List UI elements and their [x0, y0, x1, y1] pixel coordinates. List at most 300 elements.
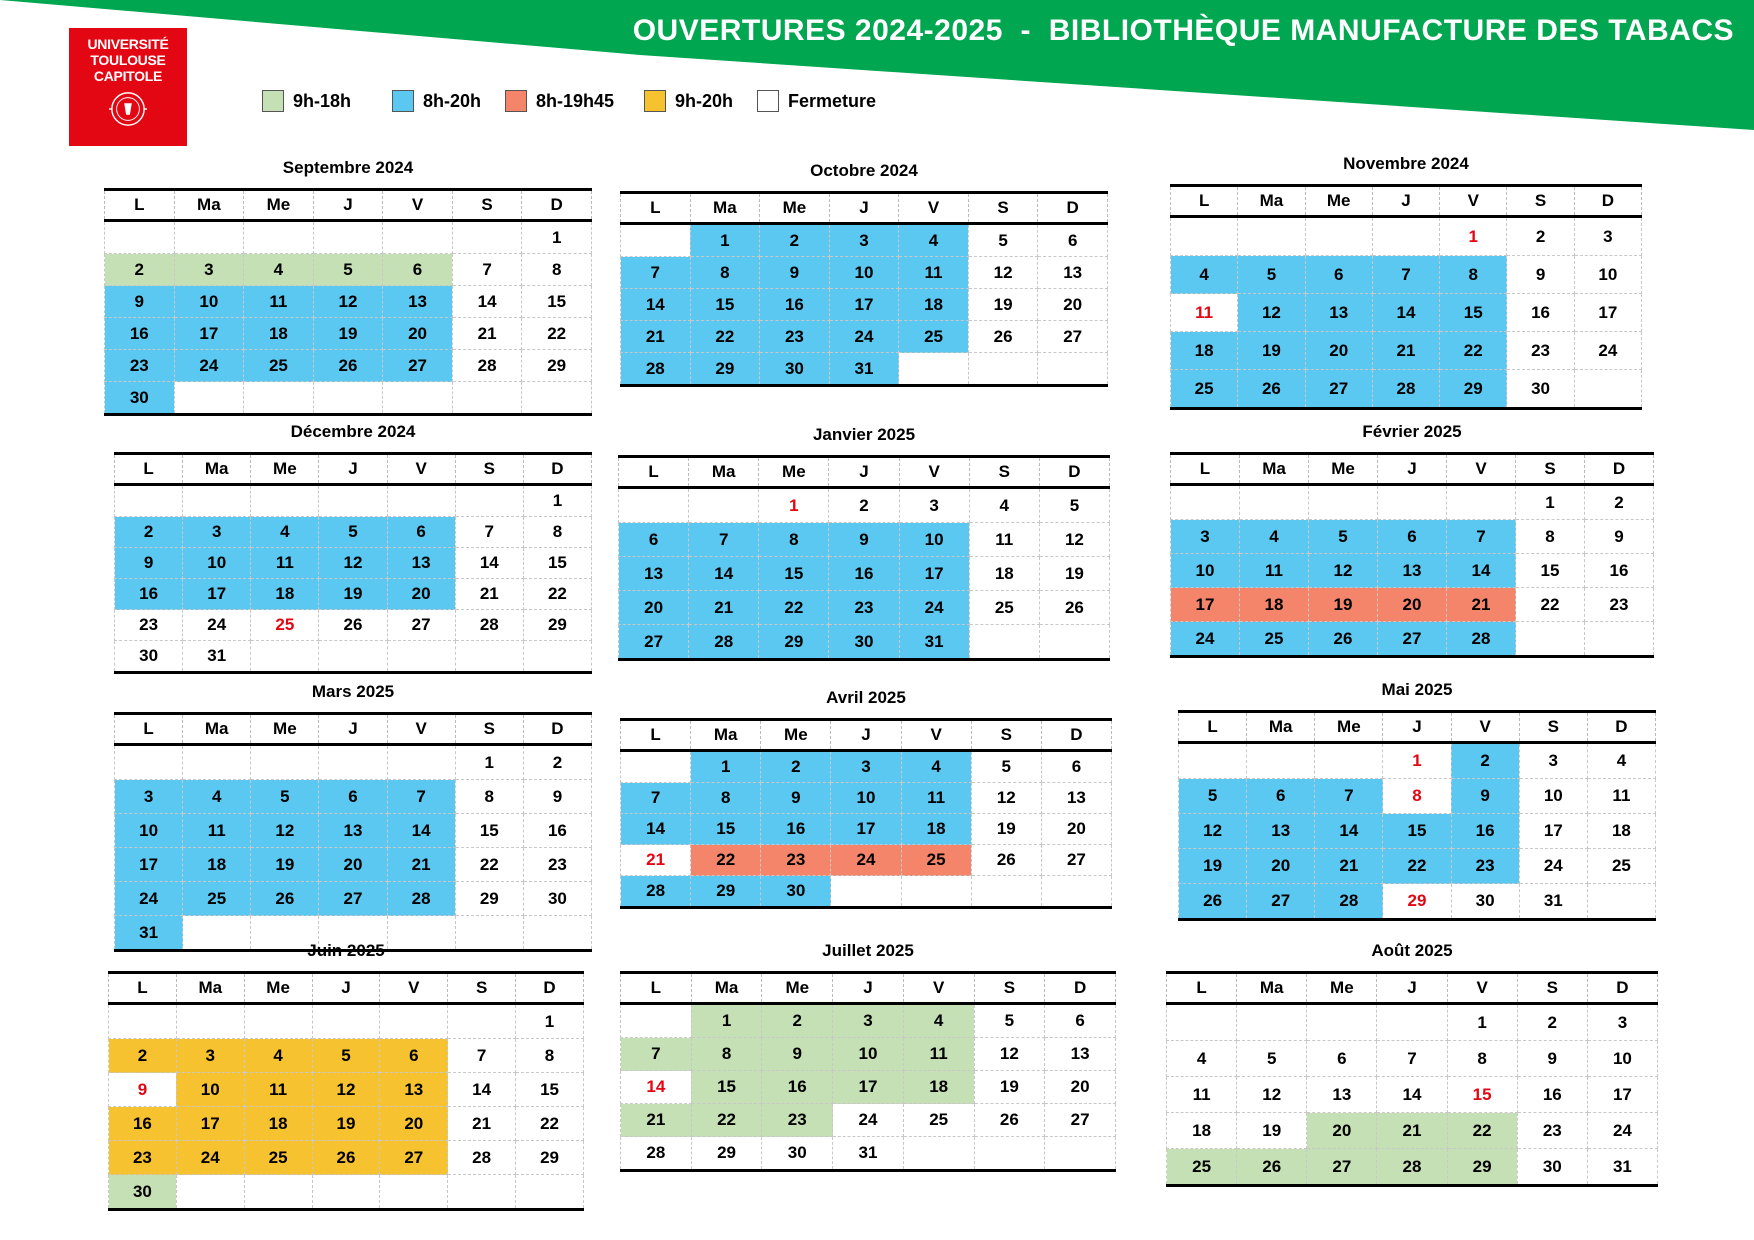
day-cell: 12: [971, 783, 1041, 814]
day-cell: 2: [109, 1039, 177, 1073]
day-cell: 14: [1447, 554, 1516, 588]
day-cell: 13: [1045, 1038, 1116, 1071]
day-cell: 19: [1237, 1113, 1307, 1149]
day-cell: 6: [1045, 1004, 1116, 1038]
week-row: [115, 610, 592, 641]
day-cell: 19: [974, 1071, 1045, 1104]
day-cell: 25: [244, 1141, 312, 1175]
day-cell: 12: [1179, 814, 1247, 849]
day-cell: 6: [319, 780, 387, 814]
day-cell: 6: [383, 254, 453, 286]
day-cell: 22: [455, 848, 523, 882]
empty-cell: [1574, 370, 1641, 409]
day-cell: 21: [621, 1104, 692, 1137]
legend-item-blue: [392, 90, 481, 112]
day-cell: 20: [383, 318, 453, 350]
weekday-header: J: [1383, 712, 1451, 743]
day-cell: 31: [183, 641, 251, 673]
day-cell: 24: [183, 610, 251, 641]
day-cell: 7: [621, 783, 691, 814]
weekday-header: S: [448, 973, 516, 1004]
empty-cell: [619, 488, 689, 523]
day-cell: 4: [1167, 1041, 1237, 1077]
weekday-header: V: [899, 457, 969, 488]
day-cell: 27: [387, 610, 455, 641]
day-cell: 5: [1237, 1041, 1307, 1077]
day-cell: 7: [387, 780, 455, 814]
day-cell: 4: [903, 1004, 974, 1038]
university-logo: [69, 28, 187, 146]
day-cell: 4: [183, 780, 251, 814]
empty-cell: [319, 641, 387, 673]
day-cell: 30: [761, 876, 831, 908]
empty-cell: [448, 1004, 516, 1039]
day-cell: 4: [1587, 743, 1655, 779]
weekday-header: S: [968, 193, 1038, 224]
day-cell: 23: [762, 1104, 833, 1137]
weekday-header: J: [829, 457, 899, 488]
weekday-header: L: [1179, 712, 1247, 743]
day-cell: 8: [455, 780, 523, 814]
weekday-header: J: [312, 973, 380, 1004]
week-row: [619, 591, 1110, 625]
day-cell: 4: [899, 224, 969, 257]
day-cell: 12: [251, 814, 319, 848]
month-title: Décembre 2024: [290, 422, 416, 441]
day-cell: 8: [516, 1039, 584, 1073]
day-cell: 8: [1516, 520, 1585, 554]
day-cell: 12: [1039, 523, 1109, 557]
day-cell: 25: [183, 882, 251, 916]
weekday-header: J: [313, 190, 383, 221]
empty-cell: [244, 221, 314, 254]
weekday-header-row: [621, 973, 1116, 1004]
day-cell: 18: [244, 1107, 312, 1141]
day-cell: 31: [829, 353, 899, 386]
day-cell: 18: [251, 579, 319, 610]
empty-cell: [1516, 622, 1585, 657]
weekday-header: Ma: [1237, 973, 1307, 1004]
month-title: Juin 2025: [307, 941, 385, 960]
day-cell: 3: [899, 488, 969, 523]
day-cell: 2: [761, 751, 831, 783]
day-cell: 11: [244, 1073, 312, 1107]
day-cell: 18: [1167, 1113, 1237, 1149]
day-cell: 17: [1519, 814, 1587, 849]
day-cell: 27: [1305, 370, 1372, 409]
empty-cell: [1045, 1137, 1116, 1171]
day-cell: 19: [319, 579, 387, 610]
empty-cell: [176, 1175, 244, 1210]
day-cell: 12: [312, 1073, 380, 1107]
day-cell: 9: [760, 257, 830, 289]
empty-cell: [244, 1175, 312, 1210]
day-cell: 20: [319, 848, 387, 882]
day-cell: 21: [621, 845, 691, 876]
empty-cell: [312, 1004, 380, 1039]
day-cell: 7: [455, 517, 523, 548]
day-cell: 6: [1247, 779, 1315, 814]
week-row: [1171, 217, 1642, 256]
day-cell: 4: [244, 1039, 312, 1073]
day-cell: 13: [387, 548, 455, 579]
day-cell: 27: [380, 1141, 448, 1175]
day-cell: 14: [387, 814, 455, 848]
legend-label: 8h-20h: [423, 90, 482, 111]
empty-cell: [1315, 743, 1383, 779]
day-cell: 1: [523, 485, 591, 517]
day-cell: 14: [689, 557, 759, 591]
day-cell: 9: [109, 1073, 177, 1107]
day-cell: 22: [516, 1107, 584, 1141]
day-cell: 16: [829, 557, 899, 591]
day-cell: 21: [452, 318, 522, 350]
day-cell: 25: [1167, 1149, 1237, 1186]
day-cell: 30: [115, 641, 183, 673]
weekday-header: D: [1587, 973, 1657, 1004]
day-cell: 27: [319, 882, 387, 916]
weekday-header: Ma: [689, 457, 759, 488]
day-cell: 26: [1309, 622, 1378, 657]
day-cell: 18: [183, 848, 251, 882]
day-cell: 21: [1372, 332, 1439, 370]
day-cell: 26: [251, 882, 319, 916]
day-cell: 28: [387, 882, 455, 916]
weekday-header: S: [452, 190, 522, 221]
empty-cell: [176, 1004, 244, 1039]
empty-cell: [452, 221, 522, 254]
day-cell: 12: [1237, 1077, 1307, 1113]
day-cell: 8: [1383, 779, 1451, 814]
day-cell: 10: [174, 286, 244, 318]
day-cell: 15: [1516, 554, 1585, 588]
day-cell: 6: [1041, 751, 1111, 783]
empty-cell: [1309, 485, 1378, 520]
day-cell: 23: [1451, 849, 1519, 884]
day-cell: 14: [448, 1073, 516, 1107]
weekday-header-row: [621, 720, 1112, 751]
day-cell: 24: [115, 882, 183, 916]
weekday-header: D: [523, 454, 591, 485]
day-cell: 19: [1309, 588, 1378, 622]
day-cell: 6: [1305, 256, 1372, 294]
weekday-header: Ma: [183, 454, 251, 485]
week-row: [619, 488, 1110, 523]
day-cell: 7: [1447, 520, 1516, 554]
day-cell: 2: [115, 517, 183, 548]
day-cell: 8: [1440, 256, 1507, 294]
week-row: [115, 848, 592, 882]
day-cell: 18: [1171, 332, 1238, 370]
day-cell: 15: [1440, 294, 1507, 332]
week-row: [619, 625, 1110, 660]
day-cell: 29: [759, 625, 829, 660]
day-cell: 13: [383, 286, 453, 318]
day-cell: 24: [1574, 332, 1641, 370]
empty-cell: [1179, 743, 1247, 779]
day-cell: 9: [761, 783, 831, 814]
month-grid: [1170, 184, 1642, 410]
day-cell: 26: [974, 1104, 1045, 1137]
day-cell: 17: [115, 848, 183, 882]
day-cell: 1: [1383, 743, 1451, 779]
day-cell: 19: [1179, 849, 1247, 884]
weekday-header-row: [619, 457, 1110, 488]
month-grid: [620, 718, 1112, 909]
day-cell: 11: [1240, 554, 1309, 588]
day-cell: 9: [829, 523, 899, 557]
week-row: [115, 485, 592, 517]
empty-cell: [387, 641, 455, 673]
day-cell: 16: [105, 318, 175, 350]
month-grid: [104, 188, 592, 416]
empty-cell: [109, 1004, 177, 1039]
day-cell: 30: [523, 882, 591, 916]
weekday-header: Me: [244, 973, 312, 1004]
week-row: [1179, 779, 1656, 814]
day-cell: 2: [523, 745, 591, 780]
empty-cell: [968, 353, 1038, 386]
day-cell: 24: [831, 845, 901, 876]
day-cell: 15: [455, 814, 523, 848]
day-cell: 19: [971, 814, 1041, 845]
day-cell: 11: [1171, 294, 1238, 332]
weekday-header: V: [903, 973, 974, 1004]
day-cell: 2: [1517, 1004, 1587, 1041]
empty-cell: [1587, 884, 1655, 920]
day-cell: 6: [1378, 520, 1447, 554]
empty-cell: [448, 1175, 516, 1210]
day-cell: 16: [1507, 294, 1574, 332]
empty-cell: [969, 625, 1039, 660]
day-cell: 21: [448, 1107, 516, 1141]
day-cell: 2: [105, 254, 175, 286]
week-row: [1171, 332, 1642, 370]
day-cell: 3: [1574, 217, 1641, 256]
day-cell: 21: [1377, 1113, 1447, 1149]
day-cell: 16: [115, 579, 183, 610]
day-cell: 3: [1519, 743, 1587, 779]
day-cell: 16: [762, 1071, 833, 1104]
day-cell: 7: [452, 254, 522, 286]
day-cell: 4: [251, 517, 319, 548]
month-title: Novembre 2024: [1343, 154, 1469, 173]
weekday-header: V: [901, 720, 971, 751]
day-cell: 18: [244, 318, 314, 350]
week-row: [621, 289, 1108, 321]
day-cell: 29: [1440, 370, 1507, 409]
day-cell: 19: [1039, 557, 1109, 591]
empty-cell: [452, 382, 522, 415]
weekday-header: Me: [251, 714, 319, 745]
day-cell: 12: [319, 548, 387, 579]
day-cell: 13: [1041, 783, 1111, 814]
empty-cell: [244, 1004, 312, 1039]
weekday-header: V: [383, 190, 453, 221]
day-cell: 4: [1171, 256, 1238, 294]
day-cell: 22: [1383, 849, 1451, 884]
day-cell: 21: [1315, 849, 1383, 884]
day-cell: 4: [244, 254, 314, 286]
month-grid: [1178, 710, 1656, 921]
day-cell: 23: [761, 845, 831, 876]
weekday-header: Ma: [1240, 454, 1309, 485]
day-cell: 8: [523, 517, 591, 548]
day-cell: 9: [1585, 520, 1654, 554]
day-cell: 27: [1307, 1149, 1377, 1186]
day-cell: 26: [1237, 1149, 1307, 1186]
week-row: [115, 517, 592, 548]
weekday-header: L: [1171, 186, 1238, 217]
day-cell: 30: [109, 1175, 177, 1210]
empty-cell: [689, 488, 759, 523]
day-cell: 21: [689, 591, 759, 625]
day-cell: 15: [759, 557, 829, 591]
day-cell: 5: [968, 224, 1038, 257]
day-cell: 28: [452, 350, 522, 382]
day-cell: 22: [1440, 332, 1507, 370]
week-row: [621, 783, 1112, 814]
empty-cell: [903, 1137, 974, 1171]
day-cell: 20: [1045, 1071, 1116, 1104]
weekday-header: L: [115, 454, 183, 485]
day-cell: 12: [1309, 554, 1378, 588]
weekday-header: J: [1377, 973, 1447, 1004]
day-cell: 5: [251, 780, 319, 814]
weekday-header: V: [1447, 454, 1516, 485]
week-row: [105, 382, 592, 415]
day-cell: 20: [1378, 588, 1447, 622]
empty-cell: [380, 1175, 448, 1210]
weekday-header: L: [109, 973, 177, 1004]
day-cell: 8: [691, 1038, 762, 1071]
weekday-header: S: [971, 720, 1041, 751]
day-cell: 11: [969, 523, 1039, 557]
weekday-header-row: [1179, 712, 1656, 743]
day-cell: 24: [1171, 622, 1240, 657]
weekday-header: Ma: [691, 720, 761, 751]
week-row: [621, 1038, 1116, 1071]
week-row: [1179, 814, 1656, 849]
day-cell: 18: [899, 289, 969, 321]
empty-cell: [251, 745, 319, 780]
weekday-header: D: [1038, 193, 1108, 224]
day-cell: 26: [313, 350, 383, 382]
day-cell: 28: [621, 353, 691, 386]
day-cell: 17: [829, 289, 899, 321]
empty-cell: [1240, 485, 1309, 520]
day-cell: 10: [1587, 1041, 1657, 1077]
day-cell: 14: [1315, 814, 1383, 849]
empty-cell: [105, 221, 175, 254]
day-cell: 26: [1179, 884, 1247, 920]
empty-cell: [1171, 485, 1240, 520]
empty-cell: [1372, 217, 1439, 256]
day-cell: 1: [455, 745, 523, 780]
empty-cell: [974, 1137, 1045, 1171]
day-cell: 23: [1585, 588, 1654, 622]
day-cell: 14: [452, 286, 522, 318]
day-cell: 28: [1377, 1149, 1447, 1186]
day-cell: 28: [455, 610, 523, 641]
empty-cell: [1378, 485, 1447, 520]
week-row: [621, 257, 1108, 289]
day-cell: 7: [621, 257, 691, 289]
week-row: [1171, 520, 1654, 554]
month-grid: [1170, 452, 1654, 658]
day-cell: 16: [1451, 814, 1519, 849]
day-cell: 28: [689, 625, 759, 660]
day-cell: 5: [974, 1004, 1045, 1038]
week-row: [109, 1175, 584, 1210]
legend-swatch: [392, 90, 414, 112]
weekday-header-row: [115, 714, 592, 745]
day-cell: 25: [1171, 370, 1238, 409]
day-cell: 17: [1587, 1077, 1657, 1113]
day-cell: 16: [523, 814, 591, 848]
day-cell: 14: [621, 814, 691, 845]
weekday-header-row: [621, 193, 1108, 224]
weekday-header: V: [380, 973, 448, 1004]
day-cell: 13: [380, 1073, 448, 1107]
week-row: [621, 353, 1108, 386]
day-cell: 29: [522, 350, 592, 382]
weekday-header: D: [516, 973, 584, 1004]
day-cell: 11: [244, 286, 314, 318]
day-cell: 22: [691, 845, 761, 876]
day-cell: 20: [1038, 289, 1108, 321]
weekday-header: L: [621, 193, 691, 224]
day-cell: 3: [833, 1004, 904, 1038]
day-cell: 17: [183, 579, 251, 610]
day-cell: 3: [183, 517, 251, 548]
weekday-header: Me: [251, 454, 319, 485]
month-title: Juillet 2025: [822, 941, 914, 960]
weekday-header: Me: [761, 720, 831, 751]
day-cell: 30: [1507, 370, 1574, 409]
day-cell: 21: [387, 848, 455, 882]
day-cell: 27: [1378, 622, 1447, 657]
empty-cell: [174, 221, 244, 254]
day-cell: 22: [690, 321, 760, 353]
day-cell: 13: [319, 814, 387, 848]
day-cell: 5: [1039, 488, 1109, 523]
empty-cell: [383, 221, 453, 254]
weekday-header: Ma: [1247, 712, 1315, 743]
day-cell: 13: [1038, 257, 1108, 289]
day-cell: 6: [1307, 1041, 1377, 1077]
week-row: [621, 224, 1108, 257]
month-grid: [108, 971, 584, 1211]
week-row: [105, 350, 592, 382]
legend-label: 9h-18h: [293, 90, 352, 111]
day-cell: 10: [1171, 554, 1240, 588]
day-cell: 9: [1507, 256, 1574, 294]
day-cell: 6: [1038, 224, 1108, 257]
day-cell: 31: [899, 625, 969, 660]
day-cell: 29: [1447, 1149, 1517, 1186]
day-cell: 9: [762, 1038, 833, 1071]
week-row: [621, 1104, 1116, 1137]
empty-cell: [383, 382, 453, 415]
day-cell: 20: [380, 1107, 448, 1141]
week-row: [115, 641, 592, 673]
day-cell: 27: [1247, 884, 1315, 920]
week-row: [1167, 1004, 1658, 1041]
weekday-header: Ma: [176, 973, 244, 1004]
weekday-header: Ma: [690, 193, 760, 224]
weekday-header: Me: [1305, 186, 1372, 217]
